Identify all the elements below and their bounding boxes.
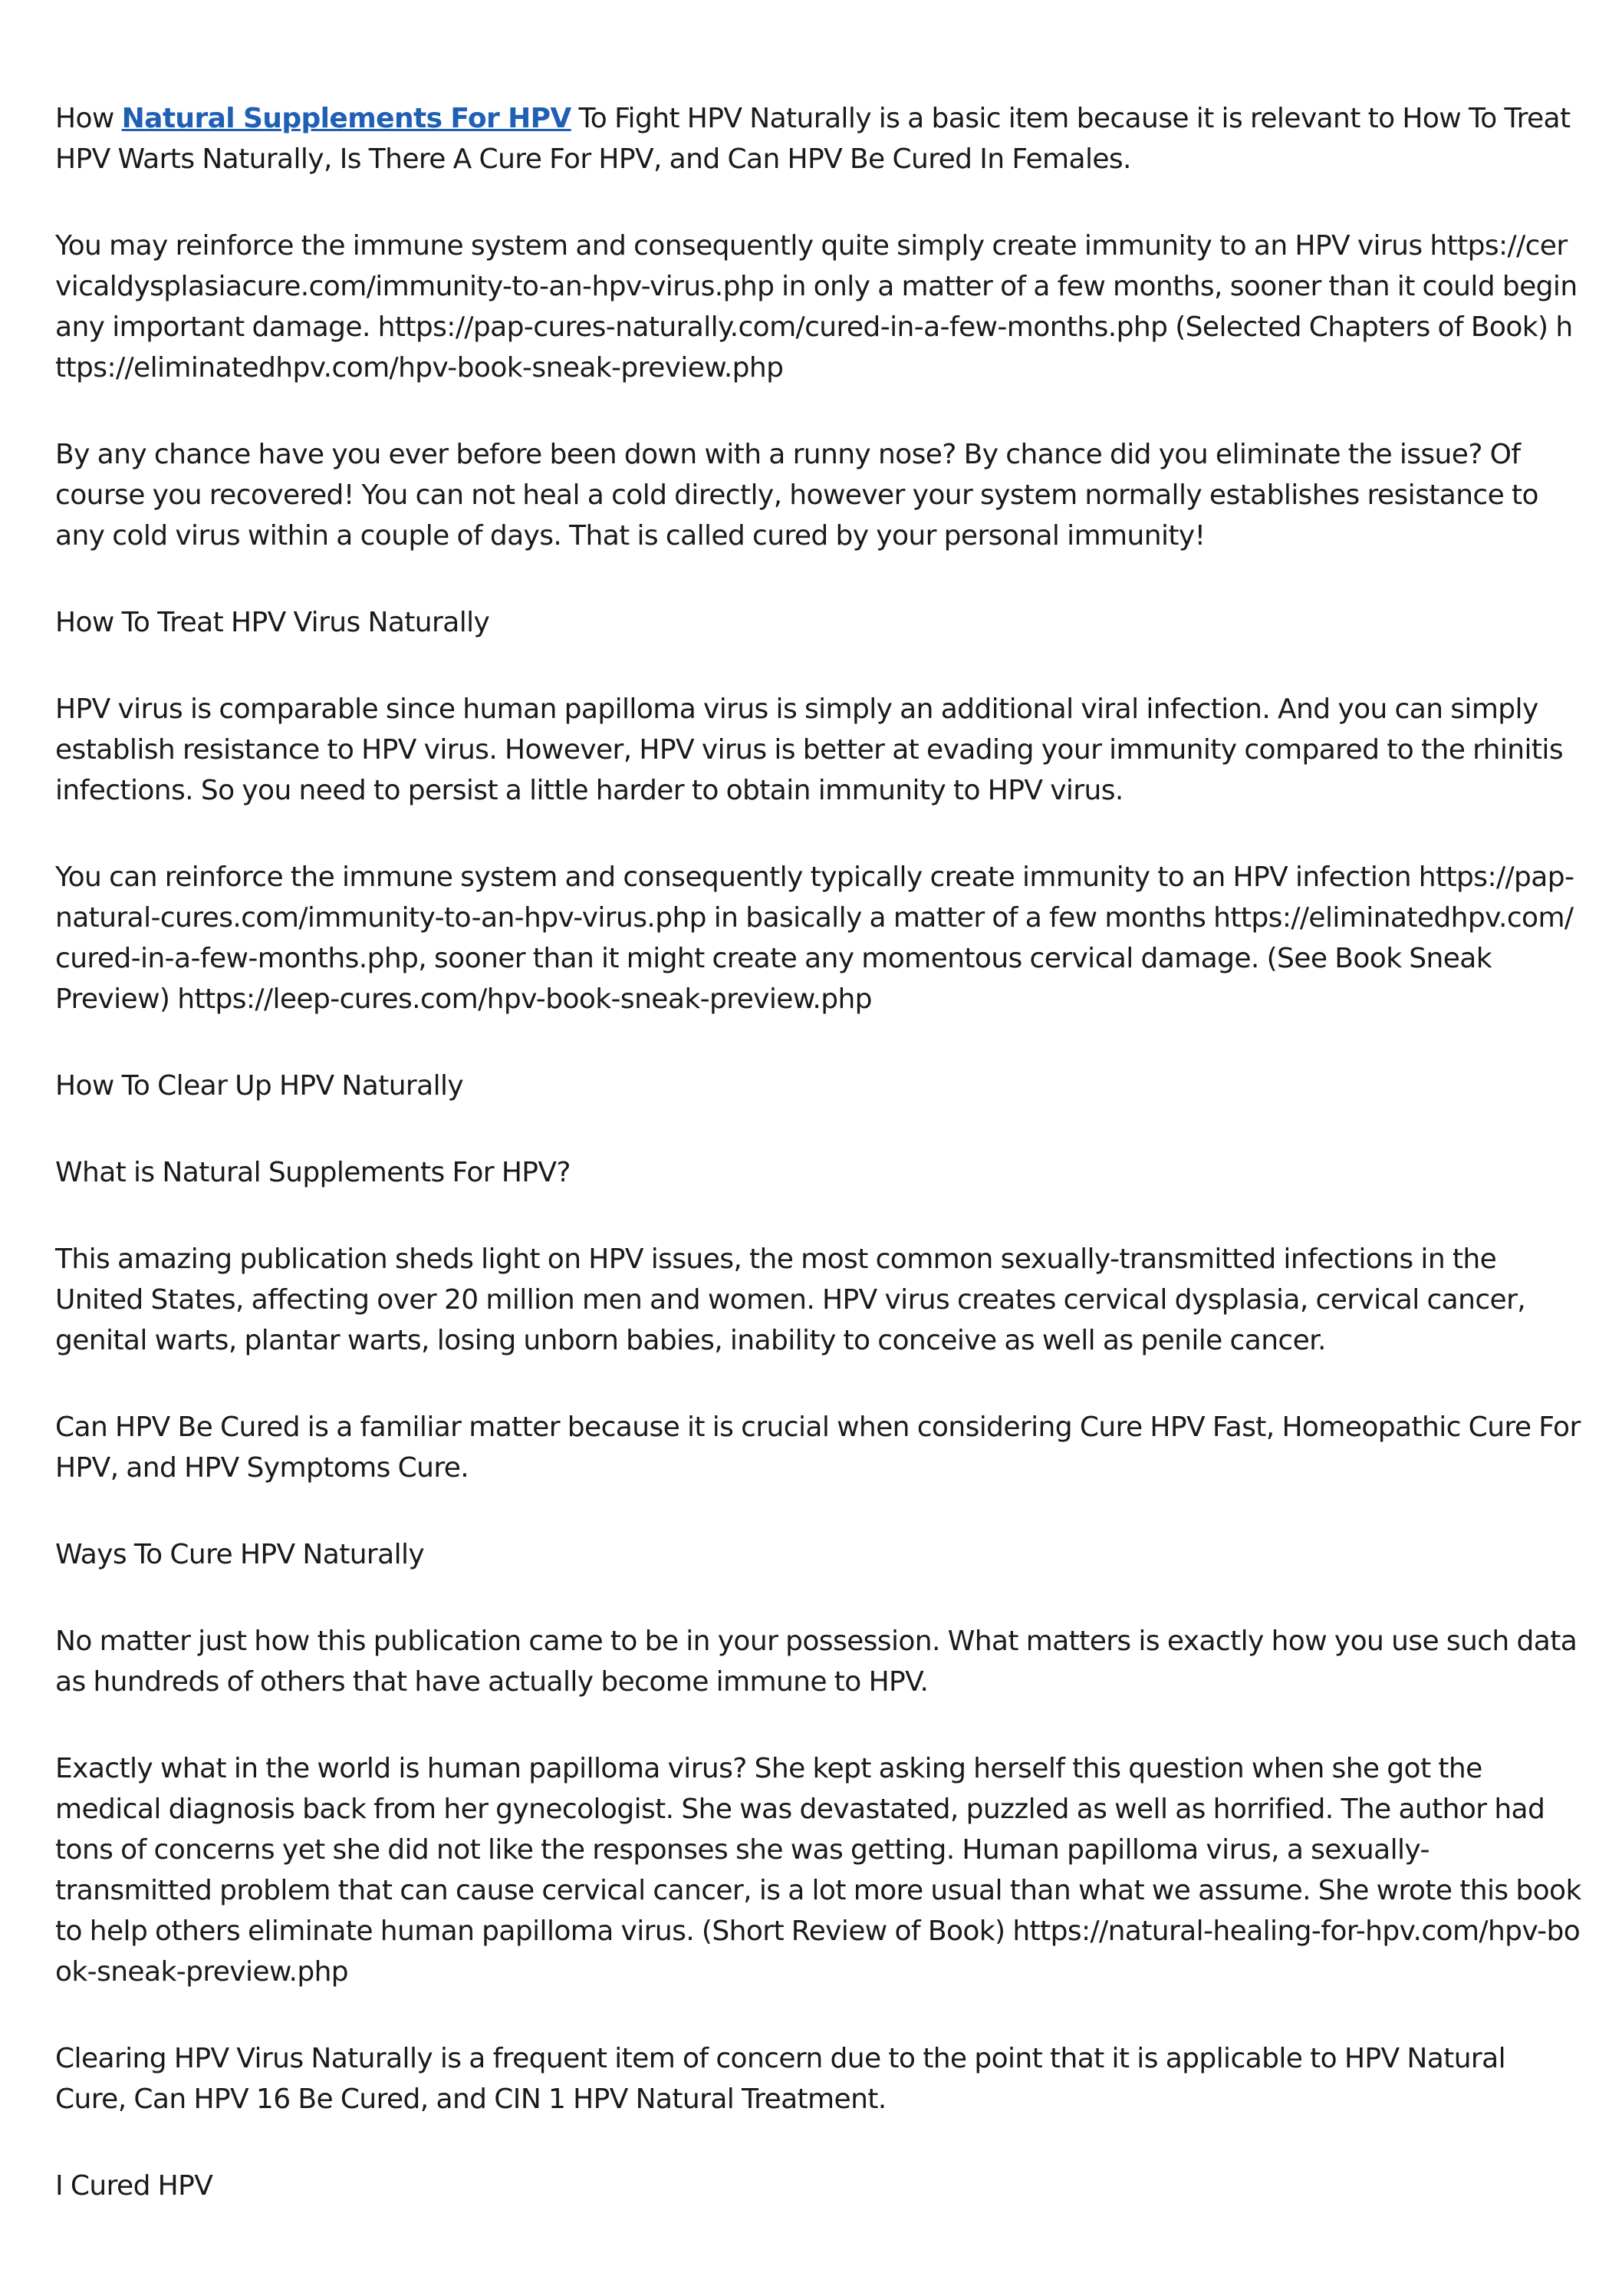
url-text: https://pap-natural-cures.com/immunity-to-an-hpv-virus.php [55, 861, 1574, 934]
immunity-paragraph [55, 226, 1581, 388]
url-text: https://eliminatedhpv.com/cured-in-a-few-months.php [55, 902, 1574, 974]
url-text: https://pap-cures-naturally.com/cured-in-a-few-months.php [377, 311, 1168, 343]
heading-clear-up-hpv: How To Clear Up HPV Naturally [55, 1070, 464, 1102]
paragraph-text: in only a matter of a few months, sooner than it could begin any important damage. [55, 271, 1578, 343]
publication-paragraph: This amazing publication sheds light on HPV issues, the most common sexually-transmitted infections in the United States, affecting over 20 million men and women. HPV virus creates cervical dysplasia, cervical cancer, genital warts, plantar warts, losing unborn babies, inability to conceive as well as penile cancer. [55, 1244, 1526, 1356]
url-text: https://natural-healing-for-hpv.com/hpv-book-sneak-preview.php [55, 1916, 1581, 1988]
paragraph-text: You may reinforce the immune system and consequently quite simply create immunity to an HPV virus [55, 230, 1430, 262]
document-body [55, 98, 1581, 2252]
heading-i-cured-hpv: I Cured HPV [55, 2170, 213, 2202]
can-hpv-be-cured-paragraph: Can HPV Be Cured is a familiar matter because it is crucial when considering Cure HPV Fast, Homeopathic Cure For HPV, and HPV Symptoms Cure. [55, 1412, 1581, 1484]
hpv-virus-paragraph: HPV virus is comparable since human papilloma virus is simply an additional viral infection. And you can simply establish resistance to HPV virus. However, HPV virus is better at evading your immunity compared to the rhinitis infections. So you need to persist a little harder to obtain immunity to HPV virus. [55, 693, 1563, 806]
heading-what-is: What is Natural Supplements For HPV? [55, 1157, 571, 1188]
paragraph-text: You can reinforce the immune system and consequently typically create immunity to an HPV infection [55, 861, 1419, 893]
cold-paragraph: By any chance have you ever before been down with a runny nose? By chance did you eliminate the issue? Of course you recovered! You can not heal a cold directly, however your system normally establishes resistance to any cold virus within a couple of days. That is called cured by your personal immunity! [55, 439, 1538, 552]
paragraph-text: (Selected Chapters of Book) [1167, 311, 1556, 343]
heading-ways-to-cure: Ways To Cure HPV Naturally [55, 1539, 425, 1570]
human-papilloma-paragraph [55, 1748, 1581, 1992]
url-text: https://cervicaldysplasiacure.com/immunity-to-an-hpv-virus.php [55, 230, 1568, 302]
paragraph-text: Exactly what in the world is human papilloma virus? She kept asking herself this question when she got the medical diagnosis back from her gynecologist. She was devastated, puzzled as well as horrified. The author had tons of concerns yet she did not like the responses she was getting. Human papilloma virus, a sexually-transmitted problem that can cause cervical cancer, is a lot more usual than what we assume. She wrote this book to help others eliminate human papilloma virus. (Short Review of Book) [55, 1753, 1581, 1947]
clearing-hpv-paragraph: Clearing HPV Virus Naturally is a frequent item of concern due to the point that it is applicable to HPV Natural Cure, Can HPV 16 Be Cured, and CIN 1 HPV Natural Treatment. [55, 2043, 1505, 2115]
intro-text-after: To Fight HPV Naturally is a basic item because it is relevant to How To Treat HPV Warts Naturally, Is There A Cure For HPV, and Can HPV Be Cured In Females. [55, 103, 1571, 175]
url-text: https://leep-cures.com/hpv-book-sneak-preview.php [177, 983, 872, 1015]
paragraph-text: , sooner than it might create any momentous cervical damage. (See Book Sneak Preview) [55, 943, 1492, 1015]
intro-paragraph [55, 98, 1581, 180]
intro-text-before: How [55, 103, 122, 134]
reinforce-immune-paragraph [55, 857, 1581, 1020]
url-text: https://eliminatedhpv.com/hpv-book-sneak-preview.php [55, 311, 1573, 384]
natural-supplements-link[interactable]: Natural Supplements For HPV [121, 103, 571, 134]
heading-treat-hpv-virus: How To Treat HPV Virus Naturally [55, 607, 490, 638]
possession-paragraph: No matter just how this publication came to be in your possession. What matters is exactly how you use such data as hundreds of others that have actually become immune to HPV. [55, 1626, 1578, 1698]
paragraph-text: in basically a matter of a few months [706, 902, 1214, 934]
